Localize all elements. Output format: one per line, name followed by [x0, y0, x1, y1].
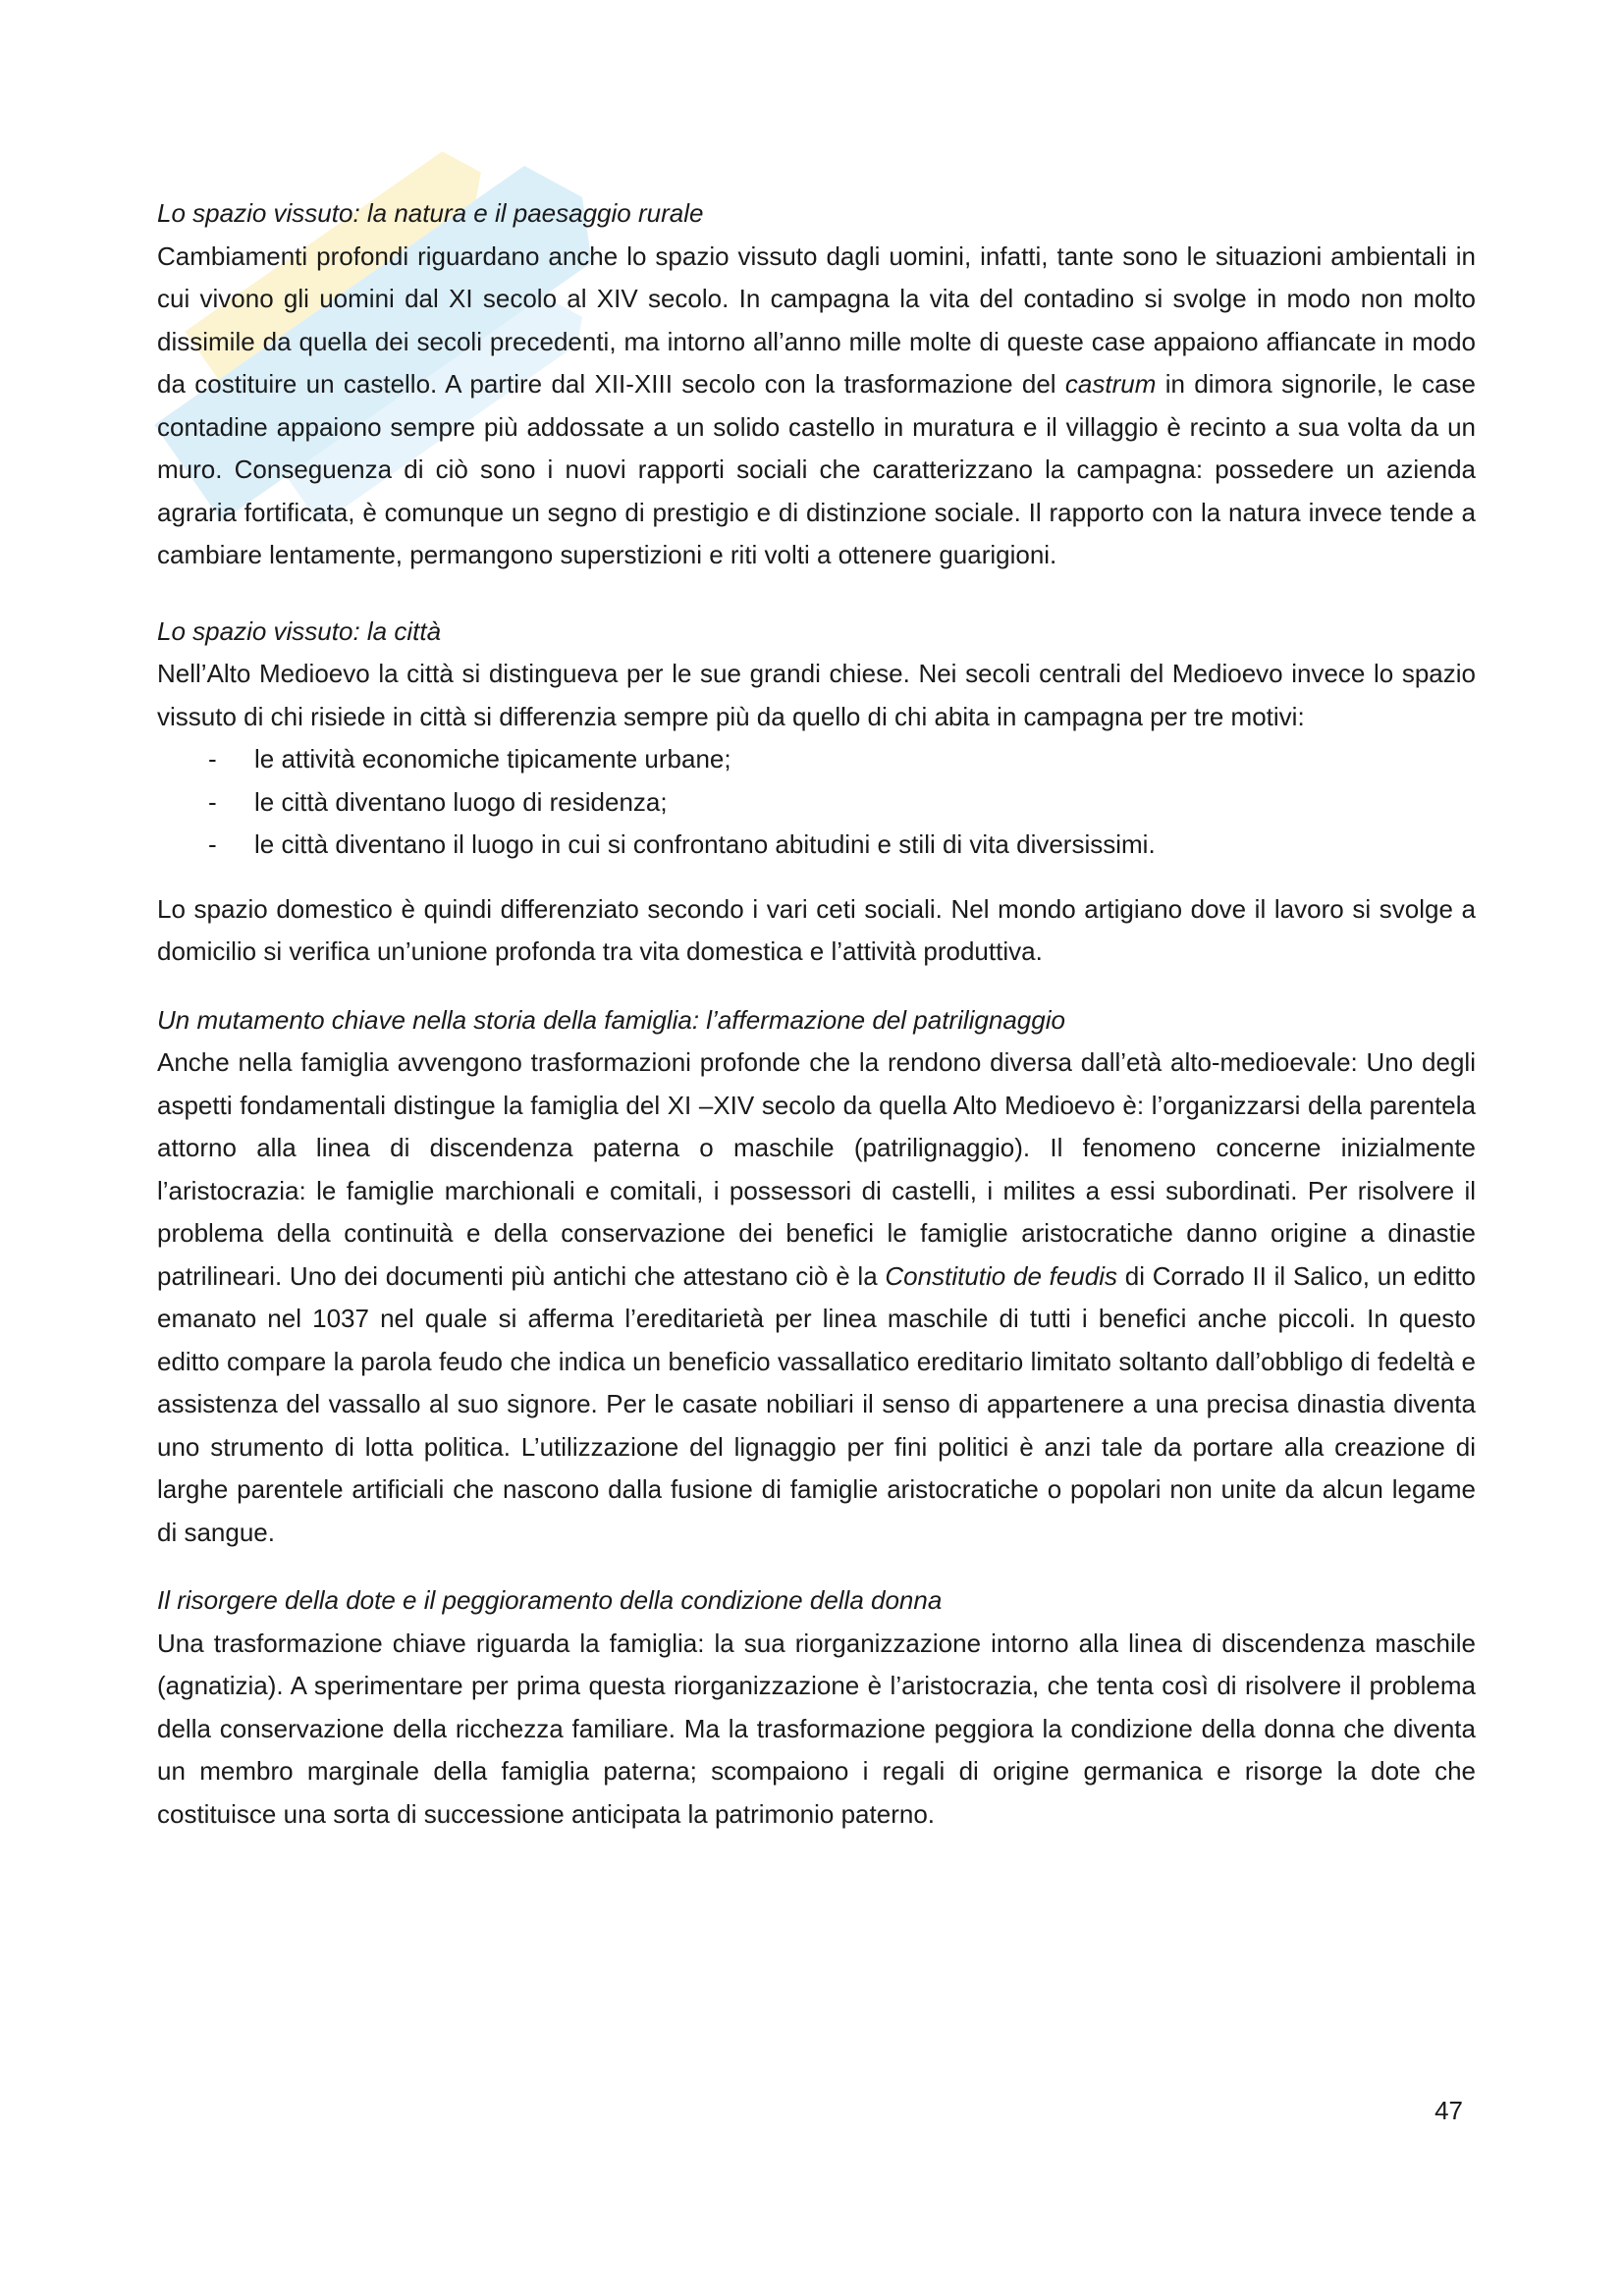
bullet-list [157, 738, 1476, 867]
section-heading: Un mutamento chiave nella storia della famiglia: l’affermazione del patrilignaggio [157, 1004, 1065, 1035]
section-heading: Lo spazio vissuto: la natura e il paesaggio rurale [157, 198, 704, 228]
bullet-marker: - [208, 829, 217, 859]
section-paragraph: Una trasformazione chiave riguarda la famiglia: la sua riorganizzazione intorno alla linea di discendenza maschile (agnatizia). A sperimentare per prima questa riorganizzazione è l’aristocrazia, che tenta così di risolvere il problema della conservazione della ricchezza familiare. Ma la trasformazione peggiora la condizione della donna che diventa un membro marginale della famiglia paterna; scompaiono i regali di origine germanica e risorge la dote che costituisce una sorta di successione anticipata la patrimonio paterno. [157, 1628, 1476, 1829]
section-city [157, 611, 1476, 974]
section-heading: Il risorgere della dote e il peggioramento della condizione della donna [157, 1585, 943, 1615]
section-intro: Nell’Alto Medioevo la città si distingueva per le sue grandi chiese. Nei secoli centrali del Medioevo invece lo spazio vissuto di chi risiede in città si differenzia sempre più da quello di chi abita in campagna per tre motivi: [157, 659, 1476, 731]
section-dowry [157, 1579, 1476, 1836]
list-item-text: le città diventano il luogo in cui si confrontano abitudini e stili di vita diversissimi. [254, 829, 1156, 859]
list-item [157, 824, 1476, 867]
paragraph-text: Anche nella famiglia avvengono trasformazioni profonde che la rendono diversa dall’età alto-medioevale: Uno degli aspetti fondamentali distingue la famiglia del XI –XIV secolo da quella Alto Medioevo è: l’organizzarsi della parentela attorno alla linea di discendenza paterna o maschile (patrilignaggio). Il fenomeno concerne inizialmente l’aristocrazia: le famiglie marchionali e comitali, i possessori di castelli, i milites a essi subordinati. Per risolvere il problema della continuità e della conservazione dei benefici le famiglie aristocratiche danno origine a dinastie patrilineari. Uno dei documenti più antichi che attestano ciò è la [157, 1047, 1476, 1291]
paragraph-emphasis: Constitutio de feudis [885, 1260, 1118, 1291]
section-paragraph [157, 1041, 1476, 1554]
list-item [157, 781, 1476, 825]
section-heading: Lo spazio vissuto: la città [157, 615, 442, 646]
paragraph-text: di Corrado II il Salico, un editto emanato nel 1037 nel quale si afferma l’ereditarietà per linea maschile di tutti i benefici anche piccoli. In questo editto compare la parola feudo che indica un beneficio vassallatico ereditario limitato soltanto dall’obbligo di fedeltà e assistenza del vassallo al suo signore. Per le casate nobiliari il senso di appartenere a una precisa dinastia diventa uno strumento di lotta politica. L’utilizzazione del lignaggio per fini politici è anzi tale da portare alla creazione di larghe parentele artificiali che nascono dalla fusione di famiglie aristocratiche o popolari non unite da alcun legame di sangue. [157, 1260, 1477, 1547]
paragraph-text: in dimora signorile, le case contadine appaiono sempre più addossate a un solido castello in muratura e il villaggio è recinto a sua volta da un muro. Conseguenza di ciò sono i nuovi rapporti sociali che caratterizzano la campagna: possedere un azienda agraria fortificata, è comunque un segno di prestigio e di distinzione sociale. Il rapporto con la natura invece tende a cambiare lentamente, permangono superstizioni e riti volti a ottenere guarigioni. [157, 369, 1476, 569]
section-rural-landscape [157, 192, 1476, 577]
list-item-text: le attività economiche tipicamente urbane; [254, 744, 731, 774]
list-item [157, 738, 1476, 781]
section-outro: Lo spazio domestico è quindi differenziato secondo i vari ceti sociali. Nel mondo artigiano dove il lavoro si svolge a domicilio si verifica un’unione profonda tra vita domestica e l’attività produttiva. [157, 893, 1476, 966]
bullet-marker: - [208, 744, 217, 774]
section-paragraph [157, 236, 1476, 577]
section-patrilineage [157, 999, 1476, 1555]
document-page [157, 192, 1476, 1856]
list-item-text: le città diventano luogo di residenza; [254, 786, 668, 817]
bullet-marker: - [208, 786, 217, 817]
page-number: 47 [1434, 2096, 1463, 2125]
paragraph-text: Cambiamenti profondi riguardano anche lo spazio vissuto dagli uomini, infatti, tante sono le situazioni ambientali in cui vivono gli uomini dal XI secolo al XIV secolo. In campagna la vita del contadino si svolge in modo non molto dissimile da quella dei secoli precedenti, ma intorno all’anno mille molte di queste case appaiono affiancate in modo da costituire un castello. A partire dal XII-XIII secolo con la trasformazione del [157, 240, 1476, 399]
paragraph-emphasis: castrum [1064, 369, 1157, 399]
